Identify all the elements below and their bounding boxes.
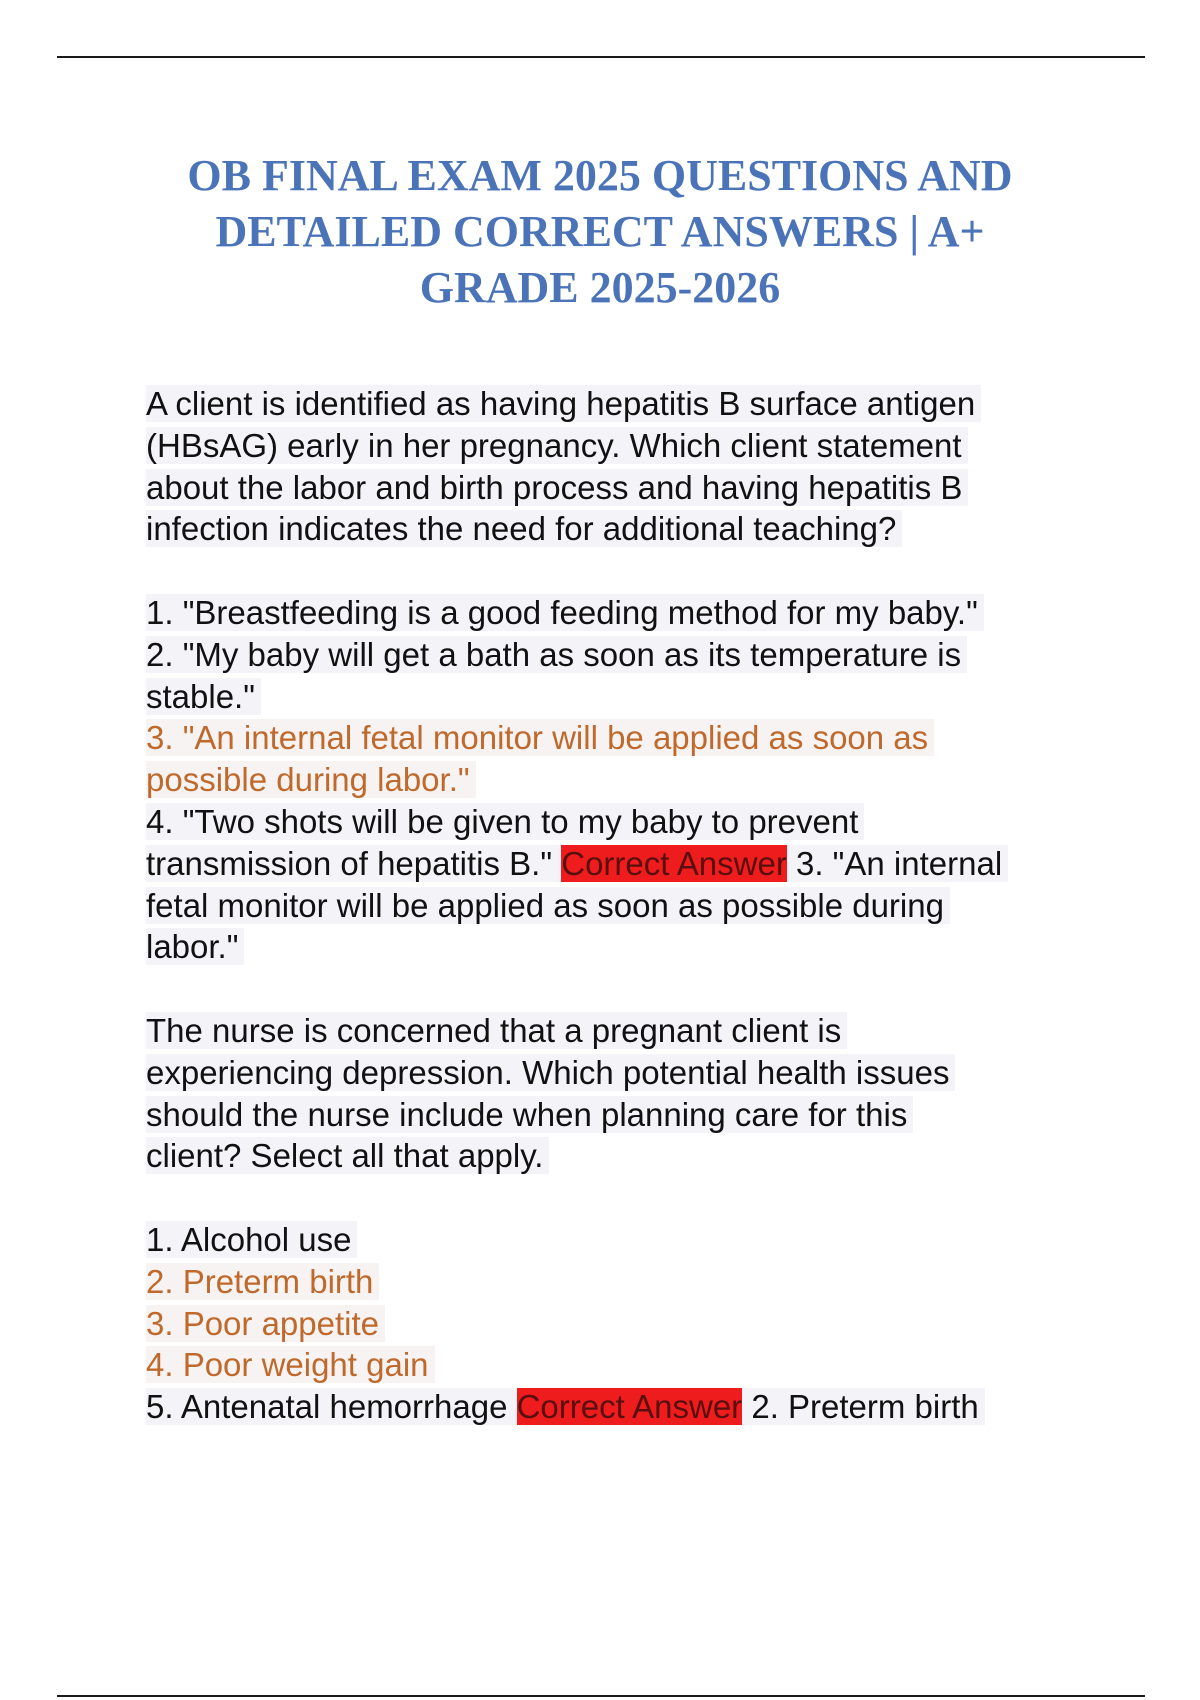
stem-line: experiencing depression. Which potential health issues bbox=[146, 1054, 955, 1091]
stem-line: should the nurse include when planning care for this bbox=[146, 1096, 913, 1133]
option-5: 5. Antenatal hemorrhage bbox=[146, 1388, 517, 1426]
stem-line: about the labor and birth process and having hepatitis B bbox=[146, 469, 968, 506]
option-1: 1. Alcohol use bbox=[146, 1221, 357, 1258]
stem-line: The nurse is concerned that a pregnant client is bbox=[146, 1012, 847, 1049]
top-rule bbox=[57, 56, 1145, 58]
question-stem bbox=[146, 383, 1106, 550]
correct-answer-text: 3. "An internal bbox=[786, 844, 1003, 882]
option-2-cont: stable." bbox=[146, 678, 261, 715]
stem-line: infection indicates the need for additional teaching? bbox=[146, 510, 902, 547]
correct-answer-label: Correct Answer bbox=[516, 1388, 743, 1426]
question-2 bbox=[146, 1010, 1106, 1428]
correct-answer-text: 2. Preterm birth bbox=[742, 1388, 979, 1426]
correct-answer-label: Correct Answer bbox=[561, 844, 787, 882]
option-4-correct: 4. Poor weight gain bbox=[146, 1346, 435, 1383]
spacer bbox=[146, 968, 1106, 1010]
spacer bbox=[146, 550, 1106, 592]
question-1 bbox=[146, 383, 1106, 968]
spacer bbox=[146, 1177, 1106, 1219]
document-title bbox=[100, 148, 1100, 316]
answer-options bbox=[146, 592, 1106, 968]
option-1: 1. "Breastfeeding is a good feeding method for my baby." bbox=[146, 594, 984, 631]
option-4: 4. "Two shots will be given to my baby to prevent bbox=[146, 803, 864, 840]
stem-line: client? Select all that apply. bbox=[146, 1137, 549, 1174]
option-3-correct: 3. "An internal fetal monitor will be applied as soon as bbox=[146, 719, 934, 756]
title-line: DETAILED CORRECT ANSWERS | A+ bbox=[215, 207, 985, 256]
option-4-cont: transmission of hepatitis B." bbox=[146, 844, 553, 882]
correct-answer-text-cont: fetal monitor will be applied as soon as possible during bbox=[146, 887, 950, 924]
stem-line: (HBsAG) early in her pregnancy. Which client statement bbox=[146, 427, 968, 464]
option-3-correct-cont: possible during labor." bbox=[146, 761, 476, 798]
option-2: 2. "My baby will get a bath as soon as its temperature is bbox=[146, 636, 967, 673]
option-3-correct: 3. Poor appetite bbox=[146, 1305, 385, 1342]
correct-answer-text-end: labor." bbox=[146, 928, 244, 965]
title-line: GRADE 2025-2026 bbox=[419, 263, 781, 312]
bottom-rule bbox=[57, 1695, 1145, 1697]
answer-options bbox=[146, 1219, 1106, 1428]
option-2-correct: 2. Preterm birth bbox=[146, 1263, 379, 1300]
title-line: OB FINAL EXAM 2025 QUESTIONS AND bbox=[187, 151, 1013, 200]
stem-line: A client is identified as having hepatitis B surface antigen bbox=[146, 385, 981, 422]
question-stem bbox=[146, 1010, 1106, 1177]
document-body bbox=[146, 383, 1106, 1428]
